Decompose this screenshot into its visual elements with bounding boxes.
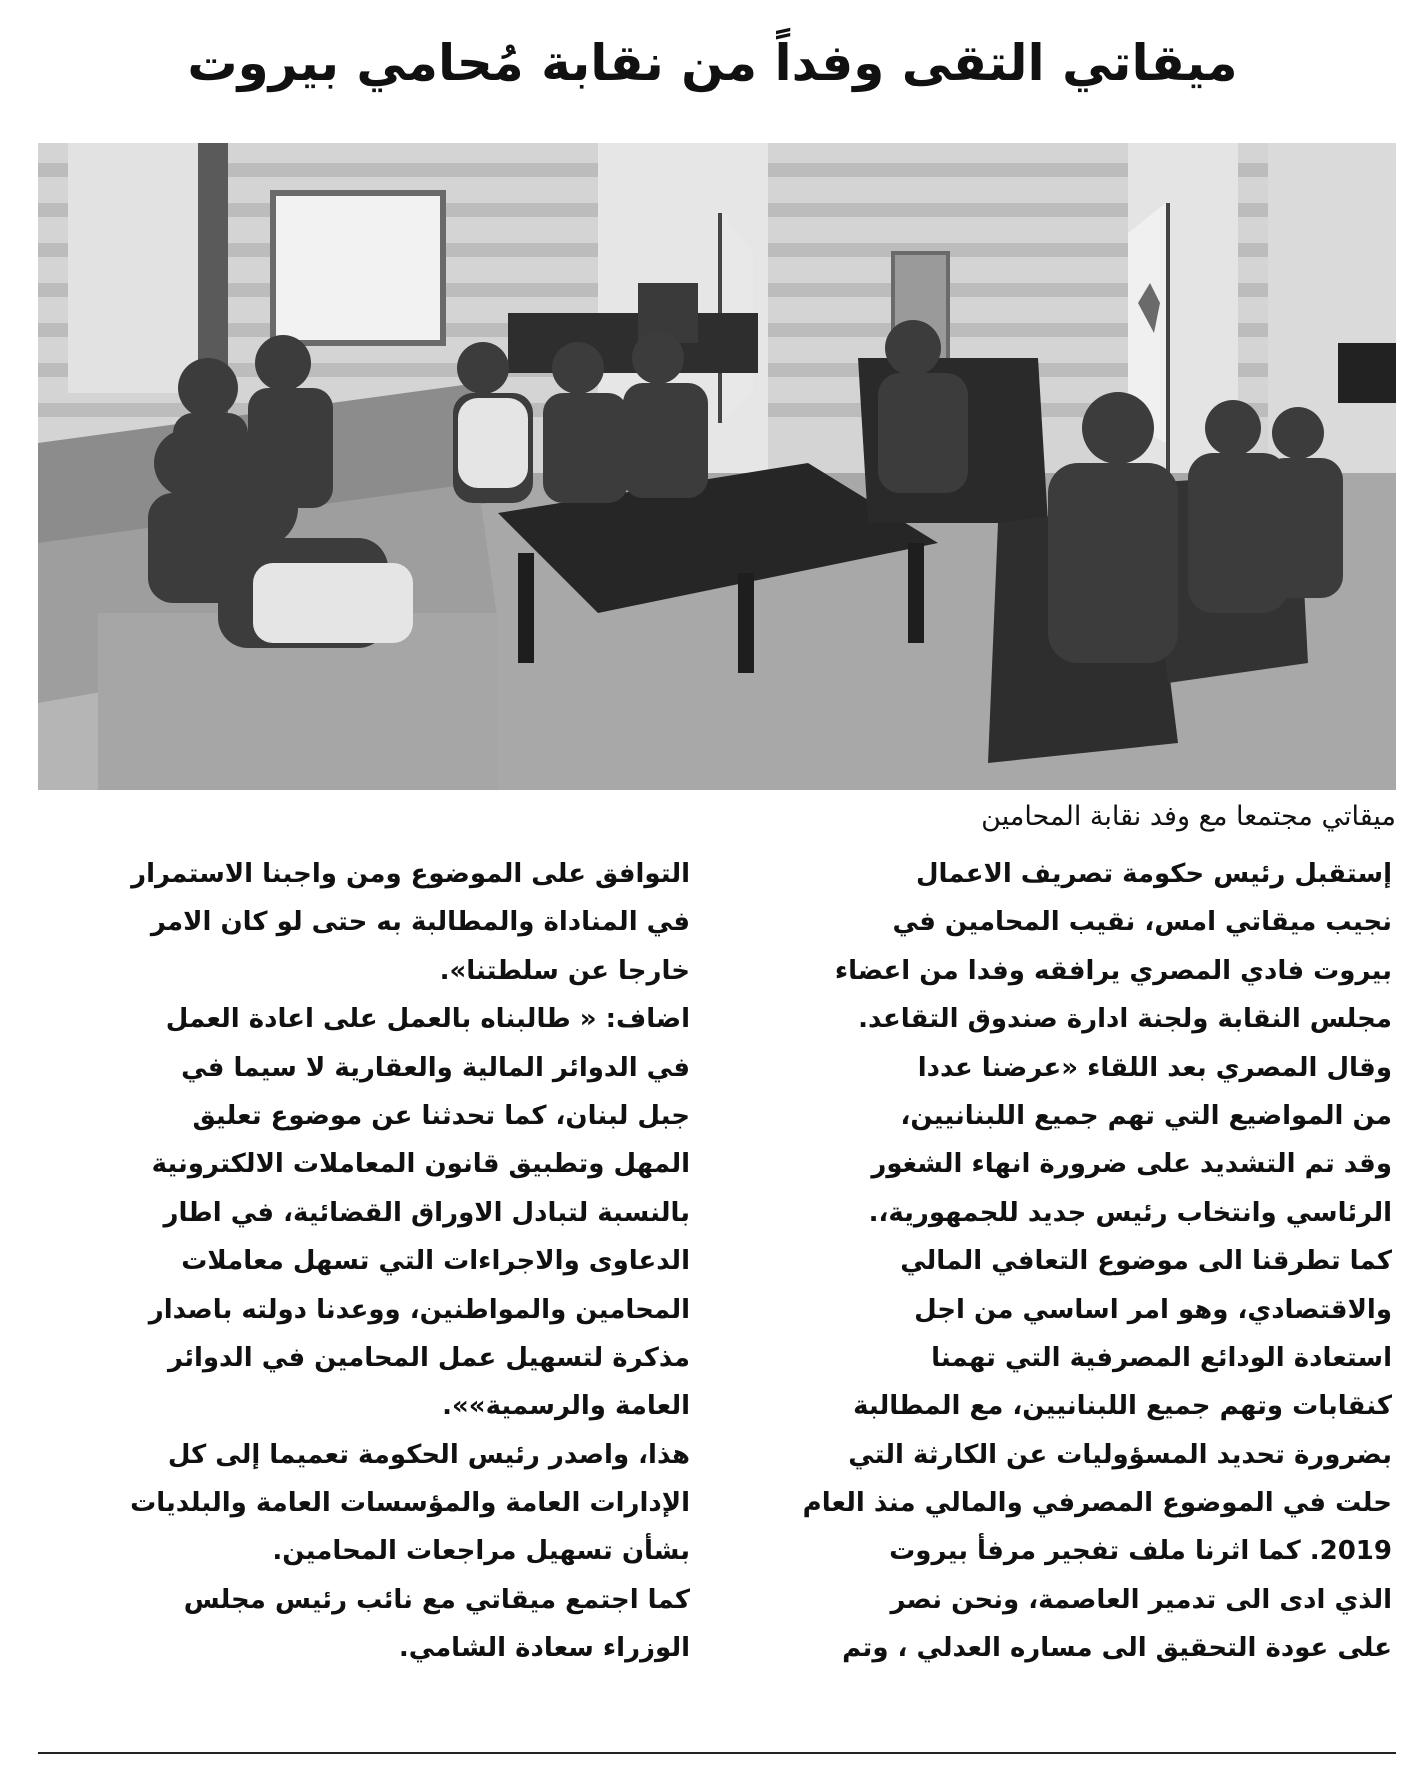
article-line: الوزراء سعادة الشامي. [398,1633,690,1664]
article-line: اضاف: « طالبناه بالعمل على اعادة العمل [165,1004,690,1035]
article-line: هذا، واصدر رئيس الحكومة تعميما إلى كل [167,1439,690,1470]
article-line: كما تطرقنا الى موضوع التعافي المالي [900,1246,1392,1277]
article-line: بالنسبة لتبادل الاوراق القضائية، في اطار [163,1197,690,1228]
photo-caption: ميقاتي مجتمعا مع وفد نقابة المحامين [981,801,1396,832]
article-line: المحامين والمواطنين، ووعدنا دولته باصدار [148,1294,690,1325]
article-line: والاقتصادي، وهو امر اساسي من اجل [914,1294,1392,1325]
article-line: في المناداة والمطالبة به حتى لو كان الامر [150,907,690,938]
article-line: على عودة التحقيق الى مساره العدلي ، وتم [842,1633,1392,1664]
article-line: الذي ادى الى تدمير العاصمة، ونحن نصر [890,1584,1392,1615]
article-line: بشأن تسهيل مراجعات المحامين. [272,1536,690,1567]
article-line: كما اجتمع ميقاتي مع نائب رئيس مجلس [183,1584,690,1615]
news-photo [38,143,1396,790]
article-line: استعادة الودائع المصرفية التي تهمنا [931,1342,1392,1373]
article-line: العامة والرسمية»». [442,1391,690,1422]
article-line: التوافق على الموضوع ومن واجبنا الاستمرار [131,859,690,889]
article-line: الإدارات العامة والمؤسسات العامة والبلديات [130,1488,690,1519]
article-line: الدعاوى والاجراءات التي تسهل معاملات [181,1246,690,1277]
article-line: في الدوائر المالية والعقارية لا سيما في [181,1052,690,1083]
article-line: الرئاسي وانتخاب رئيس جديد للجمهورية،. [868,1197,1392,1228]
article-line: جبل لبنان، كما تحدثنا عن موضوع تعليق [192,1100,690,1131]
article-line: 2019. كما اثرنا ملف تفجير مرفأ بيروت [889,1536,1392,1567]
article-column-right [742,850,1392,1730]
article-line: إستقبل رئيس حكومة تصريف الاعمال [915,859,1392,889]
article-line: وقد تم التشديد على ضرورة انهاء الشغور [871,1149,1392,1180]
article-line: المهل وتطبيق قانون المعاملات الالكترونية [151,1149,690,1180]
article-column-left [40,850,690,1730]
article-line: حلت في الموضوع المصرفي والمالي منذ العام [802,1488,1392,1519]
article-line: وقال المصري بعد اللقاء «عرضنا عددا [917,1052,1392,1083]
article-line: كنقابات وتهم جميع اللبنانيين، مع المطالبة [853,1391,1392,1422]
article-line: مجلس النقابة ولجنة ادارة صندوق التقاعد. [858,1004,1392,1035]
article-headline: ميقاتي التقى وفداً من نقابة مُحامي بيروت [187,34,1238,92]
article-line: بيروت فادي المصري يرافقه وفدا من اعضاء [834,955,1392,986]
article-line: من المواضيع التي تهم جميع اللبنانيين، [900,1100,1392,1131]
article-line: نجيب ميقاتي امس، نقيب المحامين في [892,907,1392,938]
article-line: خارجا عن سلطتنا». [439,955,690,986]
article-line: مذكرة لتسهيل عمل المحامين في الدوائر [168,1342,690,1373]
meeting-photo-illustration [38,143,1396,790]
bottom-divider [38,1752,1396,1754]
article-line: بضرورة تحديد المسؤوليات عن الكارثة التي [848,1439,1392,1470]
